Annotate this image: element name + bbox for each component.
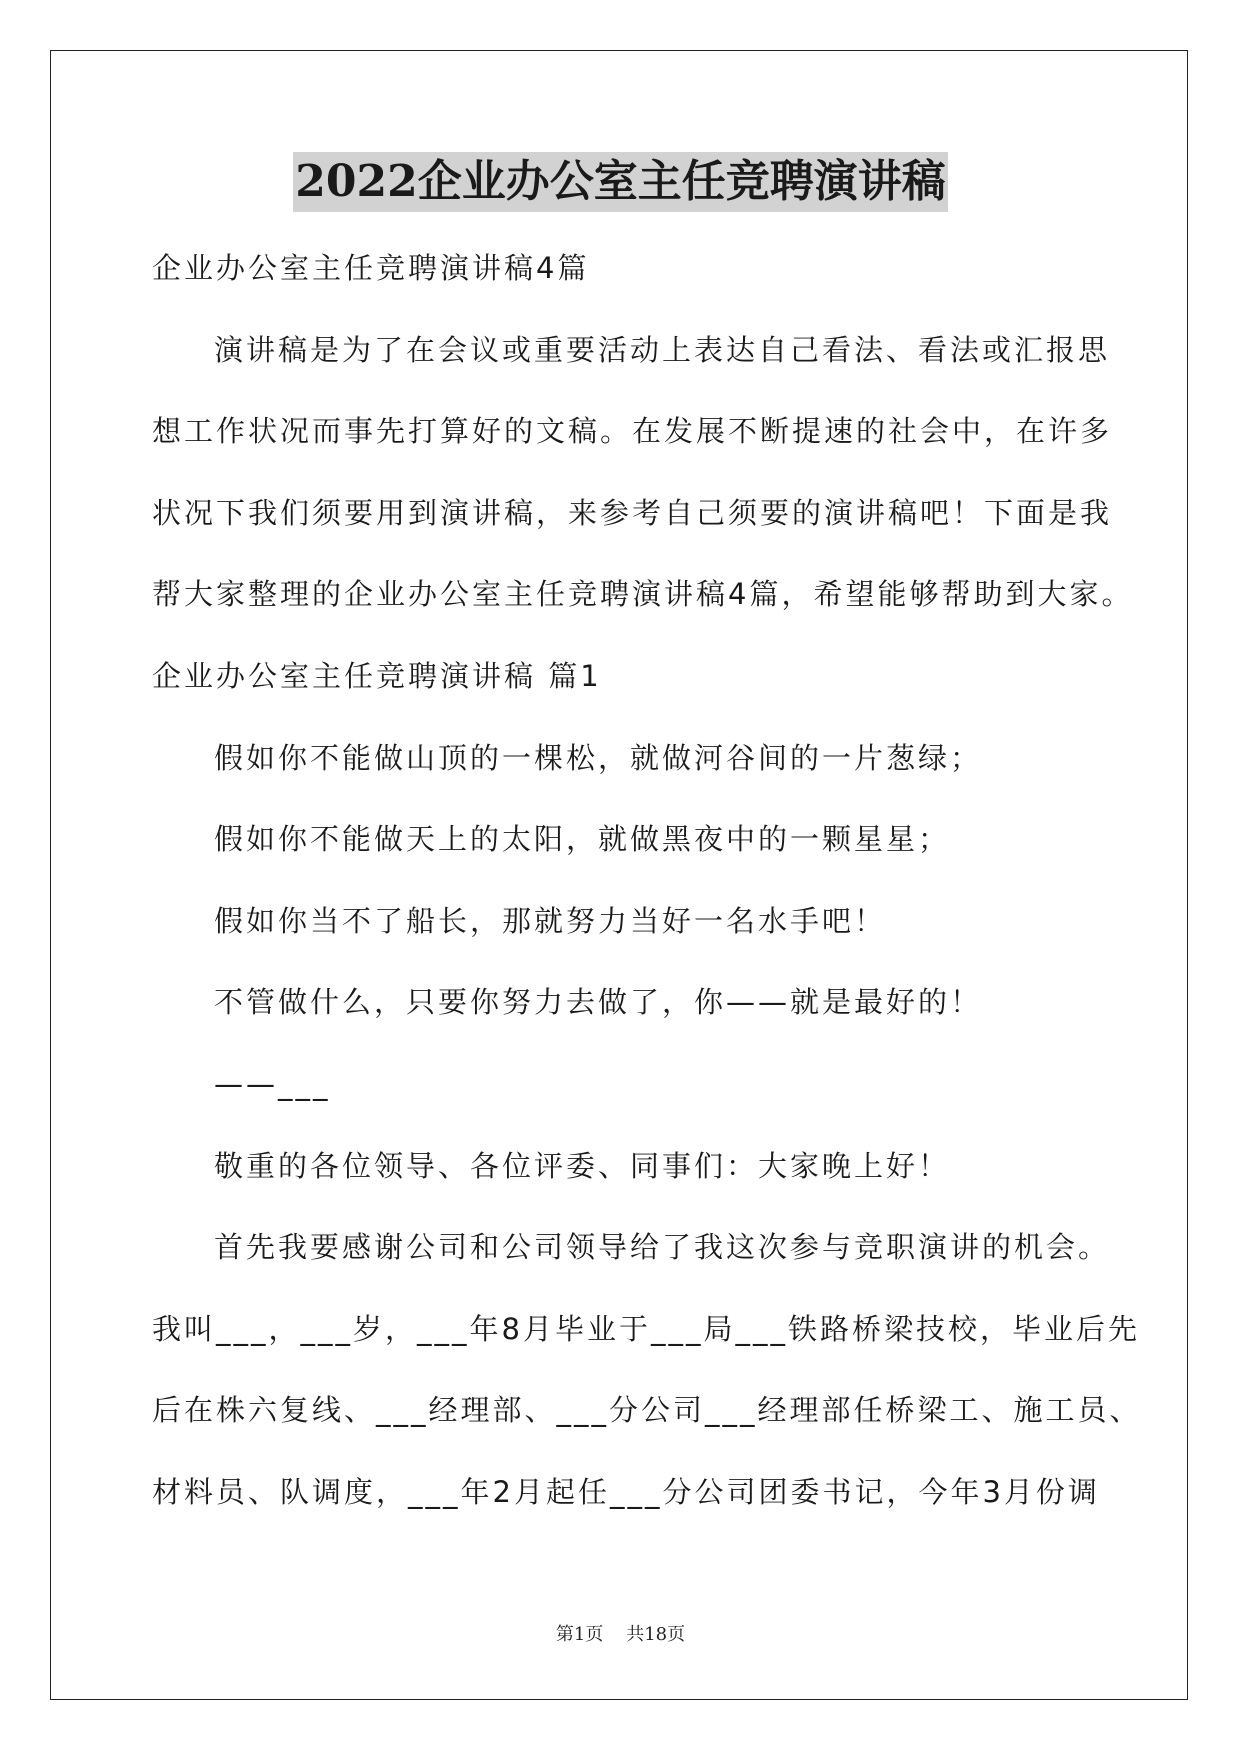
body-line: 假如你不能做天上的太阳，就做黑夜中的一颗星星； (214, 822, 951, 857)
body-line: 企业办公室主任竞聘演讲稿4篇 (152, 251, 590, 285)
body-line: 首先我要感谢公司和公司领导给了我这次参与竞职演讲的机会。 (214, 1230, 1111, 1265)
body-line: 演讲稿是为了在会议或重要活动上表达自己看法、看法或汇报思 (214, 332, 1111, 367)
page-total: 共18页 (626, 1624, 686, 1645)
body-line: 我叫___，___岁，___年8月毕业于___局___铁路桥梁技校，毕业后先 (152, 1311, 1140, 1346)
body-line: 帮大家整理的企业办公室主任竞聘演讲稿4篇，希望能够帮助到大家。 (152, 577, 1134, 612)
document-body (152, 236, 1142, 1542)
section-heading: 企业办公室主任竞聘演讲稿 篇1 (152, 658, 602, 693)
body-line: 状况下我们须要用到演讲稿，来参考自己须要的演讲稿吧！下面是我 (152, 495, 1113, 530)
body-line: 假如你当不了船长，那就努力当好一名水手吧！ (214, 903, 887, 938)
document-title: 2022企业办公室主任竞聘演讲稿 (293, 152, 947, 212)
body-line: 假如你不能做山顶的一棵松，就做河谷间的一片葱绿； (214, 740, 983, 775)
body-line: 材料员、队调度，___年2月起任___分公司团委书记，今年3月份调 (152, 1474, 1100, 1509)
body-line: 敬重的各位领导、各位评委、同事们：大家晚上好！ (214, 1148, 951, 1183)
title-container (0, 152, 1241, 212)
page-footer (0, 1620, 1241, 1646)
page-number: 第1页 (555, 1624, 604, 1645)
body-line: 后在株六复线、___经理部、___分公司___经理部任桥梁工、施工员、 (152, 1393, 1142, 1428)
body-line: ——___ (214, 1066, 331, 1101)
body-line: 想工作状况而事先打算好的文稿。在发展不断提速的社会中，在许多 (152, 414, 1113, 449)
body-line: 不管做什么，只要你努力去做了，你——就是最好的！ (214, 985, 983, 1020)
